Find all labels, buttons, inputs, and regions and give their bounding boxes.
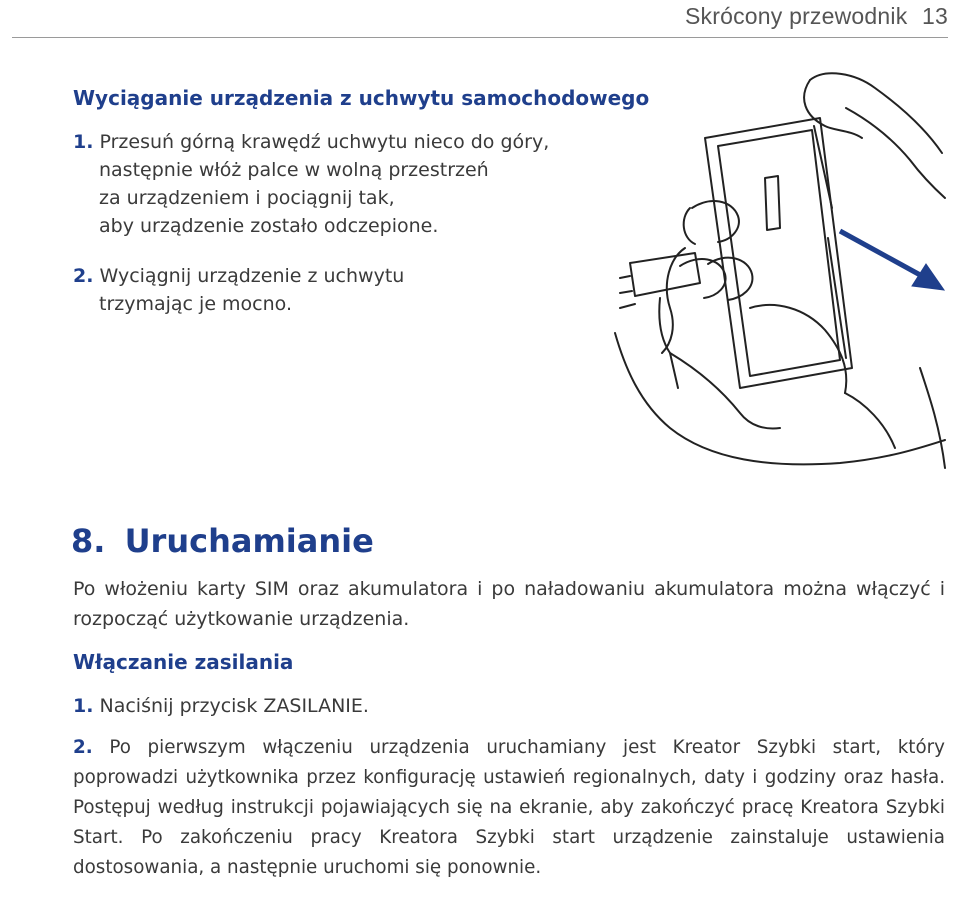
step-line: następnie włóż palce w wolną przestrzeń	[99, 159, 489, 181]
step-text: Po pierwszym włączeniu urządzenia uruchamiany jest Kreator Szybki start, który poprowadzi użytkownika przez konfigurację ustawień regionalnych, daty i godziny oraz hasła. Postępuj według instrukcji pojawiających się na ekranie, aby zakończyć pracę Kreatora Szybki Start. Po zakończeniu pracy Kreatora Szybki start urządzenie zainstaluje ustawienia dostosowania, a następnie uruchomi się ponownie.	[73, 737, 945, 878]
page-header	[12, 0, 948, 38]
section-number: 8.	[71, 522, 106, 560]
section-intro: Po włożeniu karty SIM oraz akumulatora i po naładowaniu akumulatora można włączyć i rozpocząć użytkowanie urządzenia.	[73, 578, 945, 630]
running-title: Skrócony przewodnik	[685, 3, 908, 29]
step-text: Naciśnij przycisk ZASILANIE.	[99, 695, 369, 717]
step-number: 2.	[73, 265, 94, 287]
running-header	[685, 3, 948, 30]
power-step-1	[73, 691, 945, 721]
step-line: Przesuń górną krawędź uchwytu nieco do góry,	[99, 131, 550, 153]
step-line: aby urządzenie zostało odczepione.	[99, 215, 439, 237]
power-heading: Włączanie zasilania	[73, 650, 294, 674]
step-number: 2.	[73, 737, 93, 758]
car-holder-heading: Wyciąganie urządzenia z uchwytu samochodowego	[73, 86, 650, 110]
step-number: 1.	[73, 695, 94, 717]
section-title: Uruchamianie	[124, 522, 374, 560]
page-number: 13	[922, 3, 948, 29]
car-holder-step-1	[73, 128, 549, 240]
step-line: za urządzeniem i pociągnij tak,	[99, 187, 395, 209]
step-line: trzymając je mocno.	[99, 293, 292, 315]
device-removal-illustration	[600, 68, 950, 478]
power-step-2	[73, 733, 945, 883]
section-heading	[73, 522, 374, 560]
step-line: Wyciągnij urządzenie z uchwytu	[99, 265, 405, 287]
car-holder-step-2	[73, 262, 404, 318]
step-number: 1.	[73, 131, 94, 153]
